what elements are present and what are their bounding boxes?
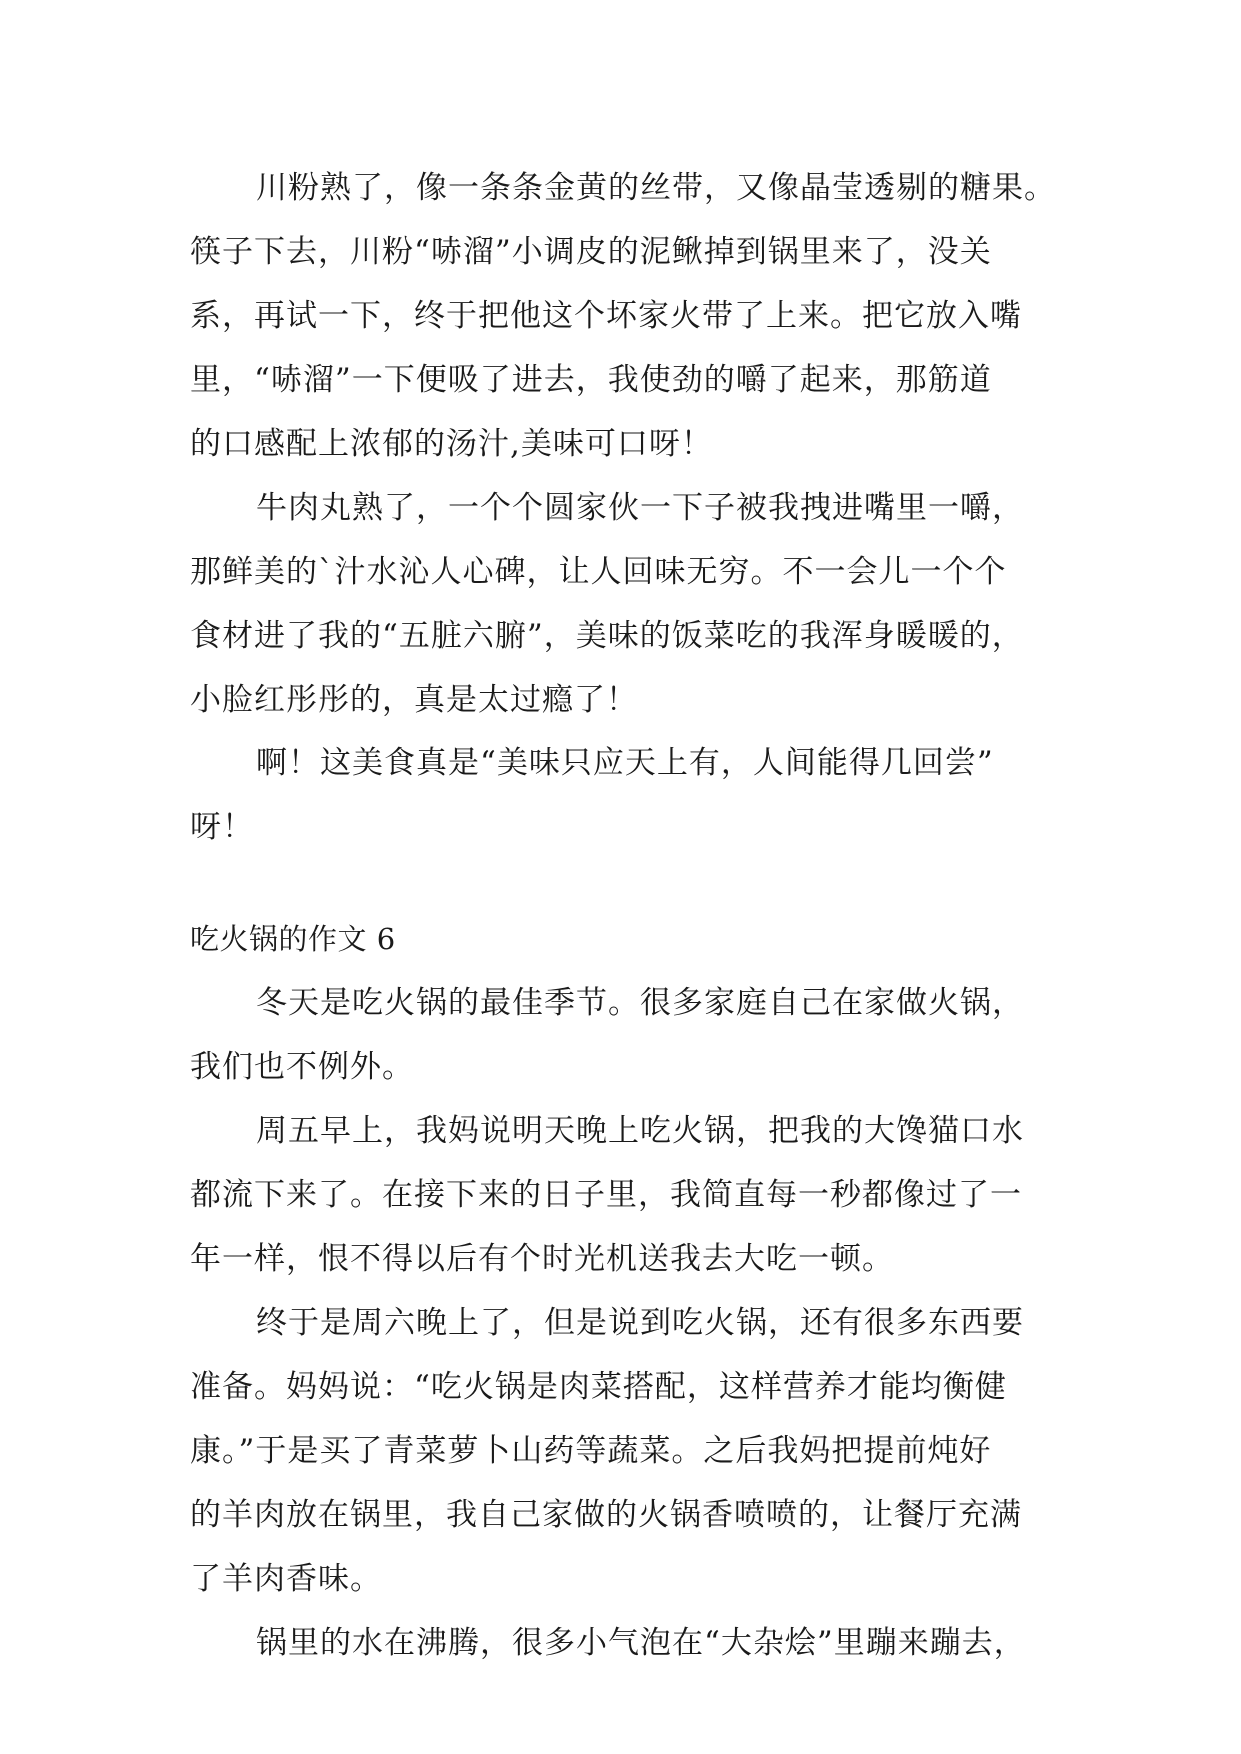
paragraph-line: 终于是周六晚上了，但是说到吃火锅，还有很多东西要 bbox=[256, 1305, 1024, 1341]
paragraph-line: 啊！这美食真是“美味只应天上有，人间能得几回尝” bbox=[256, 745, 994, 781]
paragraph-line: 那鲜美的`汁水沁人心碑，让人回味无穷。不一会儿一个个 bbox=[190, 554, 1007, 590]
paragraph-line: 里，“哧溜”一下便吸了进去，我使劲的嚼了起来，那筋道 bbox=[190, 362, 992, 398]
paragraph-line: 年一样，恨不得以后有个时光机送我去大吃一顿。 bbox=[190, 1241, 894, 1277]
paragraph-line: 系，再试一下，终于把他这个坏家火带了上来。把它放入嘴 bbox=[190, 298, 1022, 334]
paragraph-line: 康。”于是买了青菜萝卜山药等蔬菜。之后我妈把提前炖好 bbox=[190, 1433, 992, 1469]
paragraph-line: 食材进了我的“五脏六腑”，美味的饭菜吃的我浑身暖暖的， bbox=[190, 618, 1024, 654]
paragraph-line: 锅里的水在沸腾，很多小气泡在“大杂烩”里蹦来蹦去， bbox=[256, 1625, 1026, 1661]
paragraph-line: 了羊肉香味。 bbox=[190, 1561, 382, 1597]
paragraph-line: 的口感配上浓郁的汤汁,美味可口呀！ bbox=[190, 426, 713, 462]
paragraph-line: 呀！ bbox=[190, 809, 254, 845]
paragraph-line: 的羊肉放在锅里，我自己家做的火锅香喷喷的，让餐厅充满 bbox=[190, 1497, 1022, 1533]
paragraph-line: 小脸红彤彤的，真是太过瘾了！ bbox=[190, 682, 638, 718]
paragraph-line: 我们也不例外。 bbox=[190, 1049, 414, 1085]
paragraph-line: 川粉熟了，像一条条金黄的丝带，又像晶莹透剔的糖果。 bbox=[256, 170, 1056, 206]
paragraph-line: 准备。妈妈说：“吃火锅是肉菜搭配，这样营养才能均衡健 bbox=[190, 1369, 1007, 1405]
paragraph-line: 周五早上，我妈说明天晚上吃火锅，把我的大馋猫口水 bbox=[256, 1113, 1024, 1149]
paragraph-line: 都流下来了。在接下来的日子里，我简直每一秒都像过了一 bbox=[190, 1177, 1022, 1213]
paragraph-line: 筷子下去，川粉“哧溜”小调皮的泥鳅掉到锅里来了，没关 bbox=[190, 234, 992, 270]
section-heading: 吃火锅的作文 6 bbox=[190, 922, 396, 956]
paragraph-line: 冬天是吃火锅的最佳季节。很多家庭自己在家做火锅， bbox=[256, 985, 1024, 1021]
paragraph-line: 牛肉丸熟了，一个个圆家伙一下子被我拽进嘴里一嚼， bbox=[256, 490, 1024, 526]
